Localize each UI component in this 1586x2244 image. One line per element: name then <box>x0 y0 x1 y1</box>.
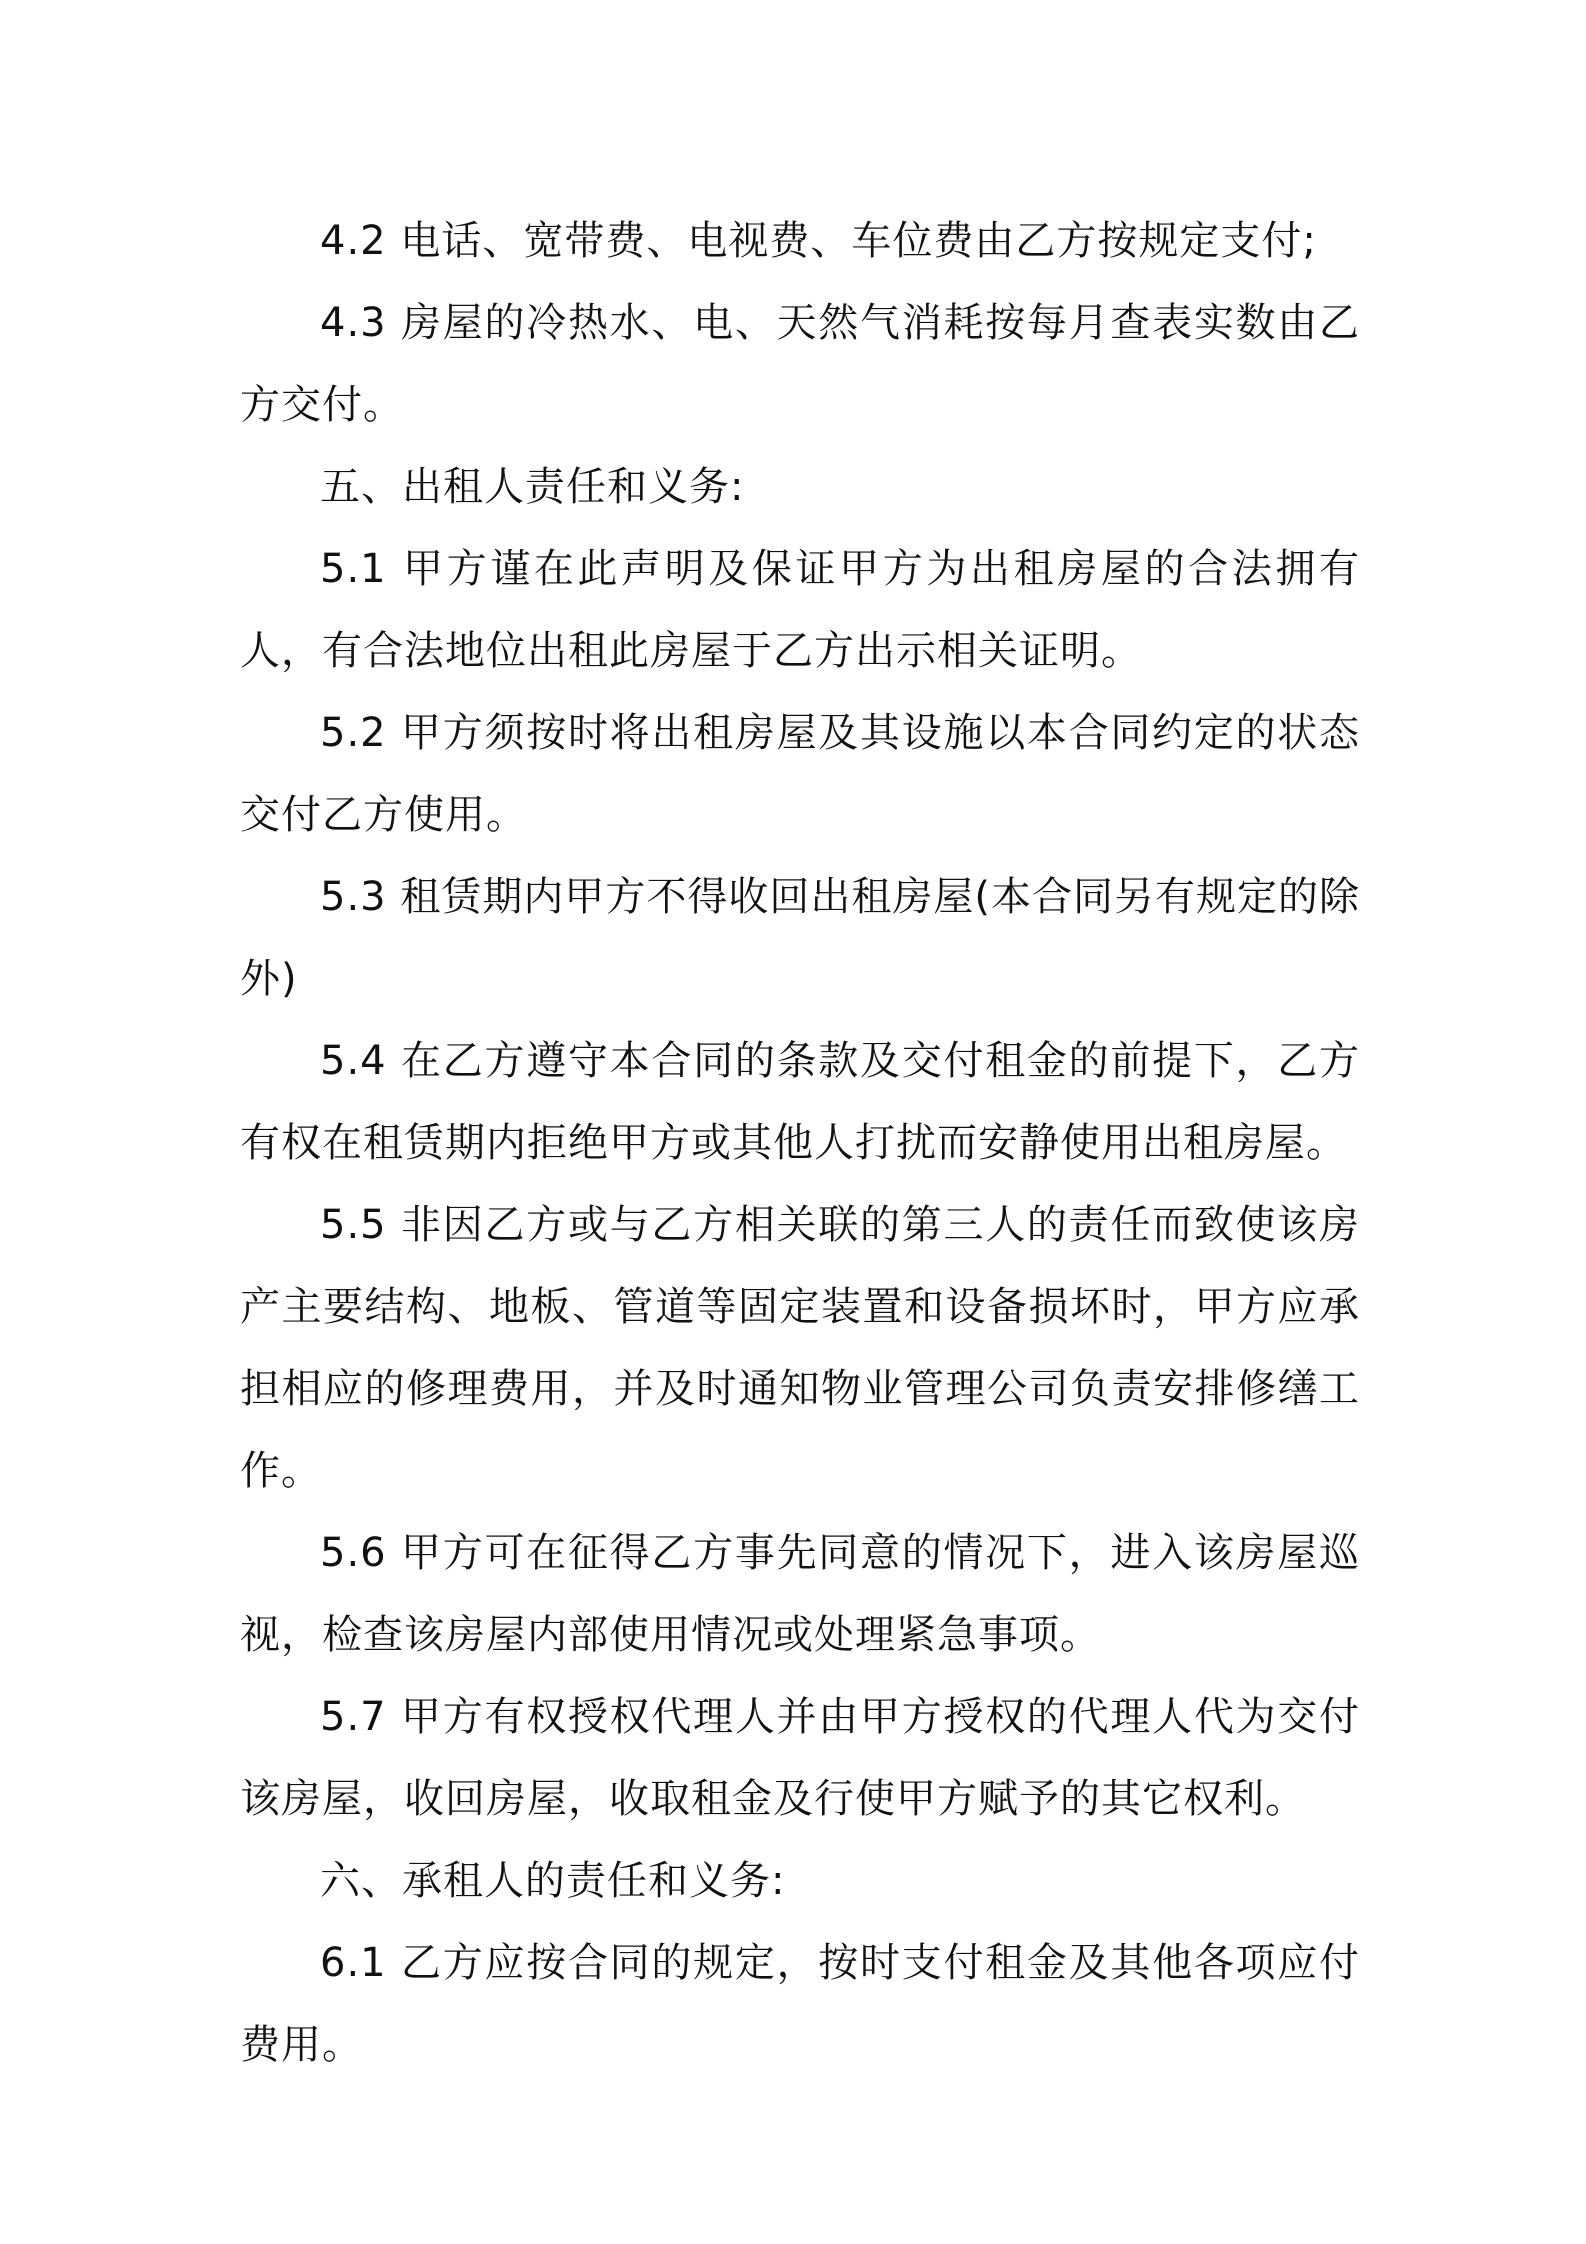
clause-4-3: 4.3 房屋的冷热水、电、天然气消耗按每月查表实数由乙方交付。 <box>240 300 1360 428</box>
clause-5-1: 5.1 甲方谨在此声明及保证甲方为出租房屋的合法拥有人，有合法地位出租此房屋于乙方出示相关证明。 <box>240 546 1360 674</box>
clause-5-5: 5.5 非因乙方或与乙方相关联的第三人的责任而致使该房产主要结构、地板、管道等固定装置和设备损坏时，甲方应承担相应的修理费用，并及时通知物业管理公司负责安排修缮工作。 <box>240 1202 1360 1494</box>
clause-5-2: 5.2 甲方须按时将出租房屋及其设施以本合同约定的状态交付乙方使用。 <box>240 710 1360 838</box>
clause-4-2: 4.2 电话、宽带费、电视费、车位费由乙方按规定支付; <box>320 218 1317 264</box>
clause-5-3: 5.3 租赁期内甲方不得收回出租房屋(本合同另有规定的除外) <box>240 874 1360 1002</box>
clause-5-6: 5.6 甲方可在征得乙方事先同意的情况下，进入该房屋巡视，检查该房屋内部使用情况或处理紧急事项。 <box>240 1530 1360 1658</box>
clause-6-1: 6.1 乙方应按合同的规定，按时支付租金及其他各项应付费用。 <box>240 1940 1360 2068</box>
clause-5-4: 5.4 在乙方遵守本合同的条款及交付租金的前提下，乙方有权在租赁期内拒绝甲方或其他人打扰而安静使用出租房屋。 <box>240 1038 1360 1166</box>
clause-5-7: 5.7 甲方有权授权代理人并由甲方授权的代理人代为交付该房屋，收回房屋，收取租金及行使甲方赋予的其它权利。 <box>240 1694 1360 1822</box>
document-page <box>240 200 1360 2086</box>
section-heading-5: 五、出租人责任和义务: <box>320 464 745 510</box>
section-heading-6: 六、承租人的责任和义务: <box>320 1858 786 1904</box>
